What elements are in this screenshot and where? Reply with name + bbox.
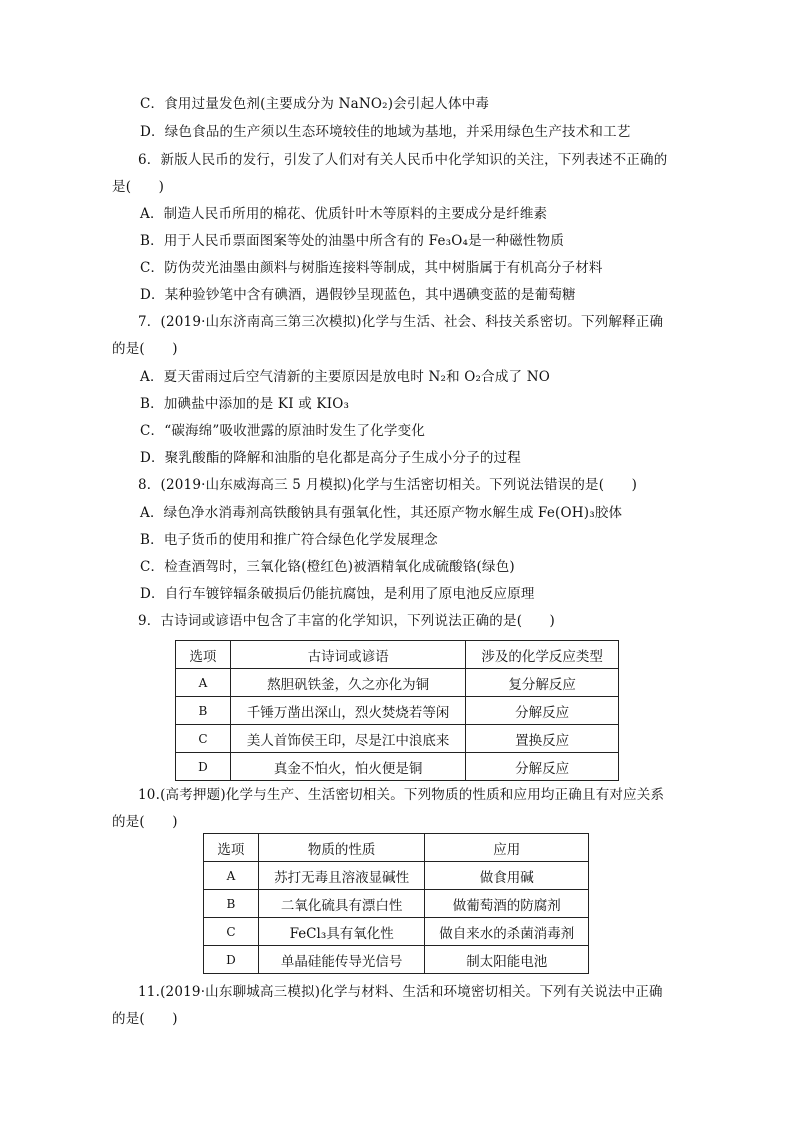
question-8-stem: 8．(2019·山东威海高三 5 月模拟)化学与生活密切相关。下列说法错误的是( ): [138, 477, 638, 493]
table-cell: 熬胆矾铁釜，久之亦化为铜: [230, 669, 465, 697]
table-row: [204, 862, 589, 890]
question-8-option-b: B．电子货币的使用和推广符合绿色化学发展理念: [140, 532, 438, 548]
question-8-option-d: D．自行车镀锌辐条破损后仍能抗腐蚀，是利用了原电池反应原理: [140, 586, 535, 602]
table-cell: FeCl₃具有氧化性: [258, 918, 425, 946]
table-cell: A: [204, 862, 259, 890]
question-9-table: [175, 640, 619, 781]
table-cell: B: [176, 697, 231, 725]
question-6-stem-cont: 是( ): [112, 179, 165, 195]
question-6-option-b: B．用于人民币票面图案等处的油墨中所含有的 Fe₃O₄是一种磁性物质: [140, 233, 565, 249]
question-6-stem: 6．新版人民币的发行，引发了人们对有关人民币中化学知识的关注，下列表述不正确的: [138, 152, 668, 168]
table-cell: D: [204, 946, 259, 974]
table-cell: B: [204, 890, 259, 918]
table-cell: D: [176, 753, 231, 781]
table-header-cell: 应用: [425, 834, 589, 862]
table-cell: 做食用碱: [425, 862, 589, 890]
table-cell: 做自来水的杀菌消毒剂: [425, 918, 589, 946]
table-cell: C: [176, 725, 231, 753]
table-row: [176, 753, 619, 781]
question-11-stem-cont: 的是( ): [112, 1011, 178, 1027]
table-header-row: [204, 834, 589, 862]
option-d-text: D．绿色食品的生产须以生态环境较佳的地域为基地，并采用绿色生产技术和工艺: [140, 124, 631, 140]
table-cell: 美人首饰侯王印，尽是江中浪底来: [230, 725, 465, 753]
question-10-table: [203, 833, 589, 974]
table-cell: 复分解反应: [466, 669, 619, 697]
table-cell: 二氧化硫具有漂白性: [258, 890, 425, 918]
table-row: [176, 697, 619, 725]
table-header-cell: 选项: [204, 834, 259, 862]
question-7-option-b: B．加碘盐中添加的是 KI 或 KIO₃: [140, 396, 350, 412]
table-cell: 苏打无毒且溶液显碱性: [258, 862, 425, 890]
question-7-option-d: D．聚乳酸酯的降解和油脂的皂化都是高分子生成小分子的过程: [140, 450, 521, 466]
table-header-cell: 涉及的化学反应类型: [466, 641, 619, 669]
table-row: [204, 918, 589, 946]
table-cell: 千锤万凿出深山，烈火焚烧若等闲: [230, 697, 465, 725]
question-8-option-a: A．绿色净水消毒剂高铁酸钠具有强氧化性，其还原产物水解生成 Fe(OH)₃胶体: [140, 505, 623, 521]
table-row: [176, 725, 619, 753]
question-7-option-a: A．夏天雷雨过后空气清新的主要原因是放电时 N₂和 O₂合成了 NO: [140, 369, 551, 385]
table-cell: A: [176, 669, 231, 697]
question-7-stem: 7．(2019·山东济南高三第三次模拟)化学与生活、社会、科技关系密切。下列解释正确: [138, 314, 664, 330]
question-9-stem: 9．古诗词或谚语中包含了丰富的化学知识，下列说法正确的是( ): [138, 613, 556, 629]
table-cell: 真金不怕火，怕火便是铜: [230, 753, 465, 781]
table-cell: C: [204, 918, 259, 946]
question-6-option-a: A．制造人民币所用的棉花、优质针叶木等原料的主要成分是纤维素: [140, 206, 548, 222]
question-7-stem-cont: 的是( ): [112, 341, 178, 357]
table-row: [204, 890, 589, 918]
table-cell: 置换反应: [466, 725, 619, 753]
table-cell: 分解反应: [466, 753, 619, 781]
table-header-row: [176, 641, 619, 669]
table-cell: 做葡萄酒的防腐剂: [425, 890, 589, 918]
table-header-cell: 选项: [176, 641, 231, 669]
question-10-stem-cont: 的是( ): [112, 814, 178, 830]
question-6-option-d: D．某种验钞笔中含有碘酒，遇假钞呈现蓝色，其中遇碘变蓝的是葡萄糖: [140, 287, 576, 303]
table-row: [176, 669, 619, 697]
option-c-text: C．食用过量发色剂(主要成分为 NaNO₂)会引起人体中毒: [140, 96, 490, 112]
question-6-option-c: C．防伪荧光油墨由颜料与树脂连接料等制成，其中树脂属于有机高分子材料: [140, 260, 603, 276]
question-8-option-c: C．检查酒驾时，三氧化铬(橙红色)被酒精氧化成硫酸铬(绿色): [140, 559, 515, 575]
table-header-cell: 物质的性质: [258, 834, 425, 862]
table-cell: 制太阳能电池: [425, 946, 589, 974]
question-7-option-c: C．“碳海绵”吸收泄露的原油时发生了化学变化: [140, 423, 426, 439]
table-row: [204, 946, 589, 974]
table-header-cell: 古诗词或谚语: [230, 641, 465, 669]
question-10-stem: 10.(高考押题)化学与生产、生活密切相关。下列物质的性质和应用均正确且有对应关系: [138, 787, 665, 803]
table-cell: 单晶硅能传导光信号: [258, 946, 425, 974]
question-11-stem: 11.(2019·山东聊城高三模拟)化学与材料、生活和环境密切相关。下列有关说法中正确: [138, 984, 663, 1000]
table-cell: 分解反应: [466, 697, 619, 725]
